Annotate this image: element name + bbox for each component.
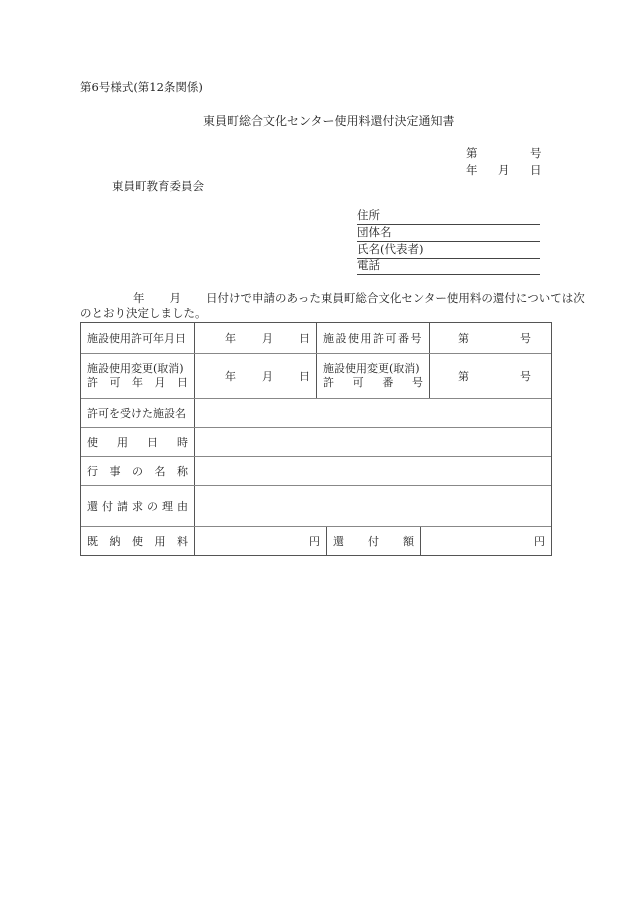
- refund-reason-label: 還 付 請 求 の 理 由: [87, 500, 188, 513]
- doc-number-suffix: 号: [530, 146, 542, 160]
- intro-line-2: のとおり決定しました。: [80, 306, 207, 320]
- table-row: [81, 485, 551, 526]
- table-row: [81, 323, 551, 353]
- paid-fee-value[interactable]: [194, 527, 326, 555]
- day-unit: 日: [299, 332, 310, 345]
- permit-date-value[interactable]: [194, 323, 316, 353]
- yen-unit: 円: [534, 535, 545, 548]
- representative-field[interactable]: [357, 242, 540, 259]
- change-permit-number-label: 施設使用変更(取消) 許 可 番 号: [316, 354, 429, 398]
- group-name-field[interactable]: [357, 225, 540, 242]
- doc-number-prefix: 第: [466, 146, 478, 160]
- representative-label: 氏名(代表者): [357, 242, 424, 256]
- usage-datetime-value[interactable]: [194, 428, 551, 456]
- form-number: 第6号様式(第12条関係): [80, 80, 203, 94]
- year-unit: 年: [225, 332, 236, 345]
- table-row: [81, 427, 551, 456]
- recipient: 東員町教育委員会: [112, 179, 204, 193]
- change-permit-date-value[interactable]: 年 月 日: [194, 354, 316, 398]
- month-unit: 月: [262, 332, 273, 345]
- refund-table: [80, 322, 552, 556]
- intro-year: 年: [133, 291, 145, 305]
- refund-amount-label: 還 付 額: [326, 527, 420, 555]
- permit-date-label: 施設使用許可年月日: [87, 332, 186, 345]
- change-permit-number-value[interactable]: 第 号: [429, 354, 551, 398]
- phone-label: 電話: [357, 258, 380, 272]
- change-permit-date-label: 施設使用変更(取消) 許 可 年 月 日: [87, 362, 188, 389]
- permit-number-value[interactable]: 第 号: [429, 323, 551, 353]
- table-row: [81, 526, 551, 555]
- date-year: 年: [466, 163, 478, 177]
- intro-line-1: [80, 290, 585, 306]
- address-field[interactable]: [357, 208, 540, 225]
- refund-amount-value[interactable]: [420, 527, 551, 555]
- table-row: [81, 456, 551, 485]
- facility-name-label: 許可を受けた施設名: [87, 407, 186, 420]
- event-name-value[interactable]: [194, 457, 551, 485]
- table-row: [81, 353, 551, 398]
- address-label: 住所: [357, 208, 380, 222]
- table-row: [81, 398, 551, 427]
- paid-fee-label: 既 納 使 用 料: [87, 535, 188, 548]
- event-name-label: 行 事 の 名 称: [87, 465, 188, 478]
- group-name-label: 団体名: [357, 225, 392, 239]
- date-month: 月: [498, 163, 510, 177]
- document-title: 東員町総合文化センター使用料還付決定通知書: [203, 114, 455, 128]
- facility-name-value[interactable]: [194, 399, 551, 427]
- date-day: 日: [530, 163, 542, 177]
- phone-field[interactable]: [357, 258, 540, 275]
- intro-text: 日付けで申請のあった東員町総合文化センター使用料の還付については次: [206, 291, 585, 305]
- intro-month: 月: [169, 291, 181, 305]
- refund-reason-value[interactable]: [194, 486, 551, 526]
- usage-datetime-label: 使 用 日 時: [87, 436, 188, 449]
- yen-unit: 円: [309, 535, 320, 548]
- permit-number-label: 施設使用許可番号: [316, 323, 429, 353]
